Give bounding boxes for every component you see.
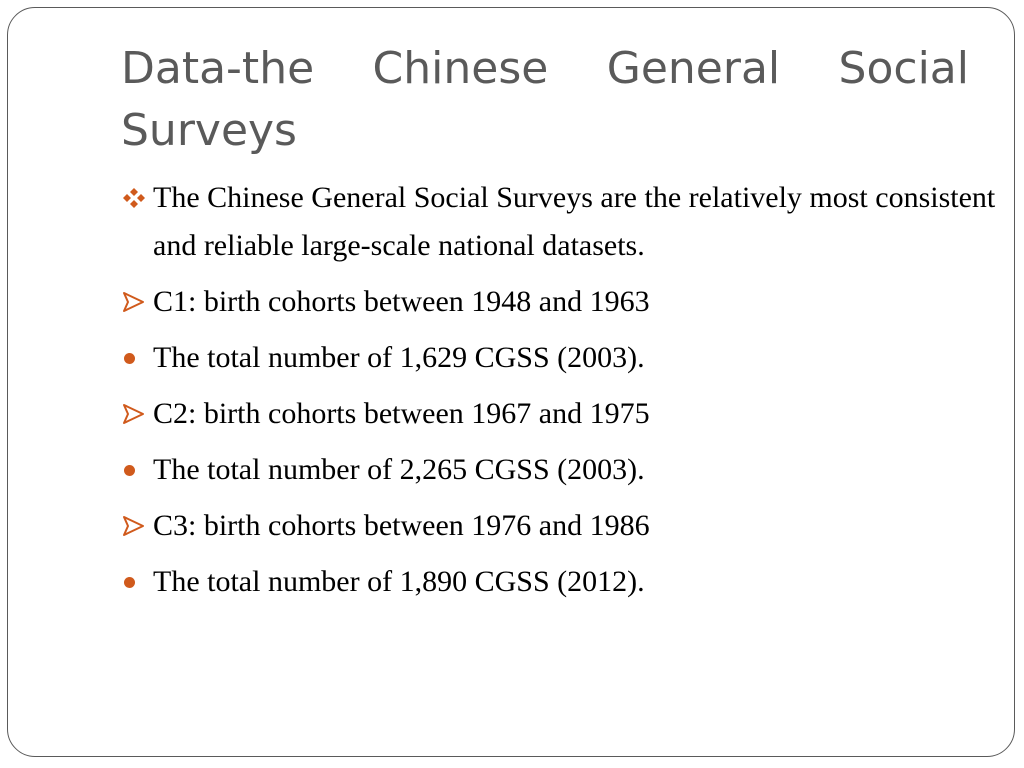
arrowhead-bullet-icon xyxy=(121,390,153,438)
round-dot-bullet-icon xyxy=(121,446,153,494)
title-word: Chinese xyxy=(372,43,549,94)
bullet-item xyxy=(121,334,1001,382)
bullet-item xyxy=(121,558,1001,606)
bullet-item xyxy=(121,174,1001,270)
arrowhead-bullet-icon xyxy=(121,502,153,550)
bullet-text: C2: birth cohorts between 1967 and 1975 xyxy=(153,397,650,430)
bullet-item xyxy=(121,390,1001,438)
title-word: General xyxy=(606,43,781,94)
slide-title-line-1 xyxy=(121,38,969,100)
title-word: Data-the xyxy=(121,43,315,94)
bullet-item xyxy=(121,278,1001,326)
round-dot-bullet-icon xyxy=(121,334,153,382)
bullet-text: C1: birth cohorts between 1948 and 1963 xyxy=(153,285,650,318)
bullet-item xyxy=(121,446,1001,494)
bullet-item xyxy=(121,502,1001,550)
bullet-text: The total number of 2,265 CGSS (2003). xyxy=(153,453,645,486)
round-dot-bullet-icon xyxy=(121,558,153,606)
four-diamond-bullet-icon xyxy=(121,174,153,222)
bullet-text: The total number of 1,629 CGSS (2003). xyxy=(153,341,645,374)
slide-frame xyxy=(7,7,1015,757)
bullet-text: C3: birth cohorts between 1976 and 1986 xyxy=(153,509,650,542)
bullet-text: The total number of 1,890 CGSS (2012). xyxy=(153,565,645,598)
bullet-text: The Chinese General Social Surveys are the relatively most consistent and reliable large-scale national datasets. xyxy=(153,181,996,262)
title-word: Social xyxy=(838,43,969,94)
slide-title xyxy=(121,38,969,162)
arrowhead-bullet-icon xyxy=(121,278,153,326)
slide-title-line-2: Surveys xyxy=(121,105,297,156)
bullet-list xyxy=(121,174,1001,614)
